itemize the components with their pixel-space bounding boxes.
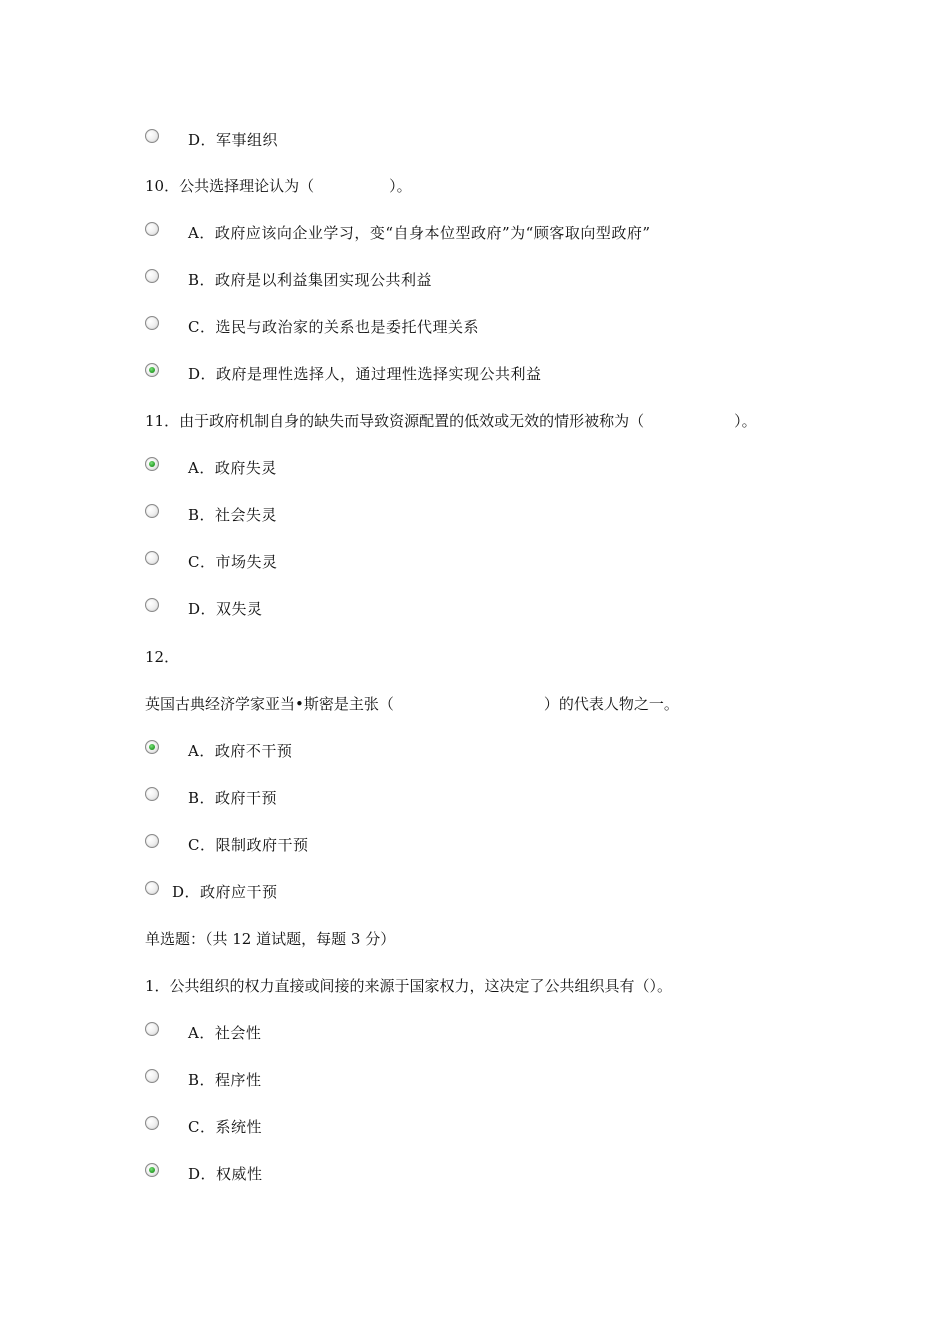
radio-dot-icon: [149, 367, 155, 373]
radio-checked-icon[interactable]: [145, 740, 159, 754]
radio-checked-icon[interactable]: [145, 363, 159, 377]
answer-option[interactable]: [145, 1117, 262, 1137]
answer-option[interactable]: [145, 552, 277, 572]
question-text: 12．: [145, 648, 180, 666]
question-text: 1．公共组织的权力直接或间接的来源于国家权力，这决定了公共组织具有（）。: [145, 977, 673, 995]
answer-option-label: C．系统性: [188, 1118, 262, 1136]
answer-option-label: A．政府不干预: [188, 742, 293, 760]
answer-option[interactable]: [145, 458, 277, 478]
answer-option[interactable]: [145, 1164, 263, 1184]
answer-option-label: B．程序性: [188, 1071, 262, 1089]
answer-option-label: D．双失灵: [188, 600, 263, 618]
radio-unchecked-icon[interactable]: [145, 551, 159, 565]
answer-option-label: D．政府是理性选择人，通过理性选择实现公共利益: [188, 365, 542, 383]
radio-unchecked-icon[interactable]: [145, 129, 159, 143]
answer-option-label: C．限制政府干预: [188, 836, 309, 854]
question-text: 11．由于政府机制自身的缺失而导致资源配置的低效或无效的情形被称为（ ）。: [145, 412, 757, 430]
answer-option-label: D．政府应干预: [172, 883, 278, 901]
radio-unchecked-icon[interactable]: [145, 222, 159, 236]
answer-option[interactable]: [145, 1070, 262, 1090]
answer-option[interactable]: [145, 835, 308, 855]
answer-option[interactable]: [145, 130, 278, 150]
answer-option[interactable]: [145, 788, 277, 808]
answer-option-label: D．军事组织: [188, 131, 279, 149]
radio-unchecked-icon[interactable]: [145, 1069, 159, 1083]
answer-option[interactable]: [145, 741, 292, 761]
answer-option[interactable]: [145, 882, 278, 902]
radio-unchecked-icon[interactable]: [145, 1116, 159, 1130]
answer-option-label: B．政府干预: [188, 789, 278, 807]
answer-option-label: A．社会性: [188, 1024, 262, 1042]
radio-unchecked-icon[interactable]: [145, 598, 159, 612]
radio-unchecked-icon[interactable]: [145, 881, 159, 895]
radio-dot-icon: [149, 744, 155, 750]
radio-dot-icon: [149, 461, 155, 467]
answer-option-label: A．政府失灵: [188, 459, 277, 477]
question-text: 英国古典经济学家亚当•斯密是主张（ ）的代表人物之一。: [145, 695, 679, 713]
radio-checked-icon[interactable]: [145, 457, 159, 471]
radio-dot-icon: [149, 1167, 155, 1173]
radio-unchecked-icon[interactable]: [145, 834, 159, 848]
answer-option-label: C．选民与政治家的关系也是委托代理关系: [188, 318, 479, 336]
answer-option[interactable]: [145, 223, 651, 243]
answer-option[interactable]: [145, 317, 479, 337]
radio-unchecked-icon[interactable]: [145, 1022, 159, 1036]
answer-option-label: B．政府是以利益集团实现公共利益: [188, 271, 433, 289]
radio-checked-icon[interactable]: [145, 1163, 159, 1177]
answer-option-label: C．市场失灵: [188, 553, 278, 571]
answer-option[interactable]: [145, 270, 432, 290]
answer-option[interactable]: [145, 505, 277, 525]
answer-option[interactable]: [145, 1023, 261, 1043]
answer-option-label: B．社会失灵: [188, 506, 278, 524]
radio-unchecked-icon[interactable]: [145, 504, 159, 518]
question-text: 10．公共选择理论认为（ ）。: [145, 177, 412, 195]
answer-option[interactable]: [145, 599, 263, 619]
radio-unchecked-icon[interactable]: [145, 316, 159, 330]
radio-unchecked-icon[interactable]: [145, 787, 159, 801]
answer-option[interactable]: [145, 364, 542, 384]
answer-option-label: D．权威性: [188, 1165, 263, 1183]
question-text: 单选题：（共 12 道试题，每题 3 分）: [145, 930, 396, 948]
answer-option-label: A．政府应该向企业学习，变“自身本位型政府”为“顾客取向型政府”: [188, 224, 651, 242]
radio-unchecked-icon[interactable]: [145, 269, 159, 283]
